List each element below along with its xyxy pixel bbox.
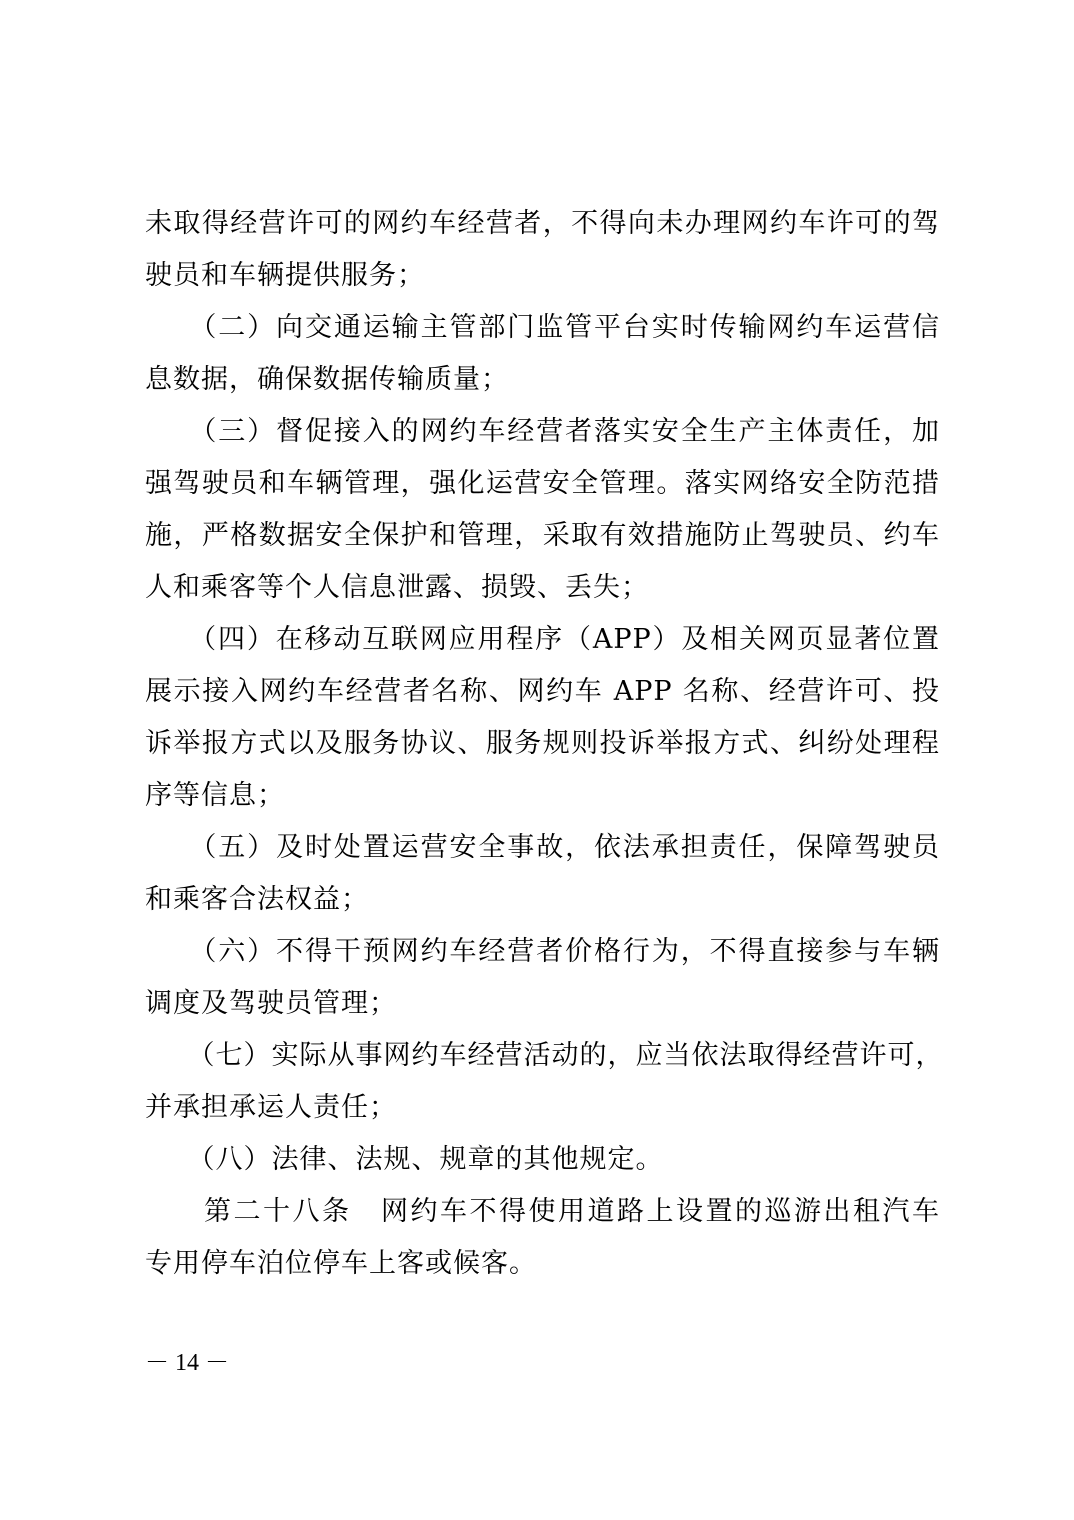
text-line: 第二十八条 网约车不得使用道路上设置的巡游出租汽车 xyxy=(145,1196,940,1227)
text-line: 人和乘客等个人信息泄露、损毁、丢失； xyxy=(145,572,649,603)
text-line: 展示接入网约车经营者名称、网约车 APP 名称、经营许可、投 xyxy=(145,676,940,707)
text-line: （八）法律、法规、规章的其他规定。 xyxy=(145,1144,664,1175)
text-line: 息数据，确保数据传输质量； xyxy=(145,364,509,395)
text-line: （五）及时处置运营安全事故，依法承担责任，保障驾驶员 xyxy=(145,832,940,863)
text-line: 强驾驶员和车辆管理，强化运营安全管理。落实网络安全防范措 xyxy=(145,468,940,499)
text-line: （四）在移动互联网应用程序（APP）及相关网页显著位置 xyxy=(145,624,940,655)
text-line: （六）不得干预网约车经营者价格行为，不得直接参与车辆 xyxy=(145,936,940,967)
text-line: 并承担承运人责任； xyxy=(145,1092,397,1123)
text-line: 调度及驾驶员管理； xyxy=(145,988,397,1019)
text-line: 诉举报方式以及服务协议、服务规则投诉举报方式、纠纷处理程 xyxy=(145,728,940,759)
text-line: （二）向交通运输主管部门监管平台实时传输网约车运营信 xyxy=(145,312,940,343)
body-text xyxy=(145,198,944,1290)
text-line: （三）督促接入的网约车经营者落实安全生产主体责任，加 xyxy=(145,416,940,447)
page-number: － 14 － xyxy=(145,1350,229,1376)
text-line: 序等信息； xyxy=(145,780,285,811)
text-line: 驶员和车辆提供服务； xyxy=(145,260,425,291)
text-line: （七）实际从事网约车经营活动的，应当依法取得经营许可， xyxy=(145,1040,944,1071)
text-line: 和乘客合法权益； xyxy=(145,884,369,915)
text-line: 专用停车泊位停车上客或候客。 xyxy=(145,1248,537,1279)
text-line: 施，严格数据安全保护和管理，采取有效措施防止驾驶员、约车 xyxy=(145,520,940,551)
text-line: 未取得经营许可的网约车经营者，不得向未办理网约车许可的驾 xyxy=(145,208,940,239)
